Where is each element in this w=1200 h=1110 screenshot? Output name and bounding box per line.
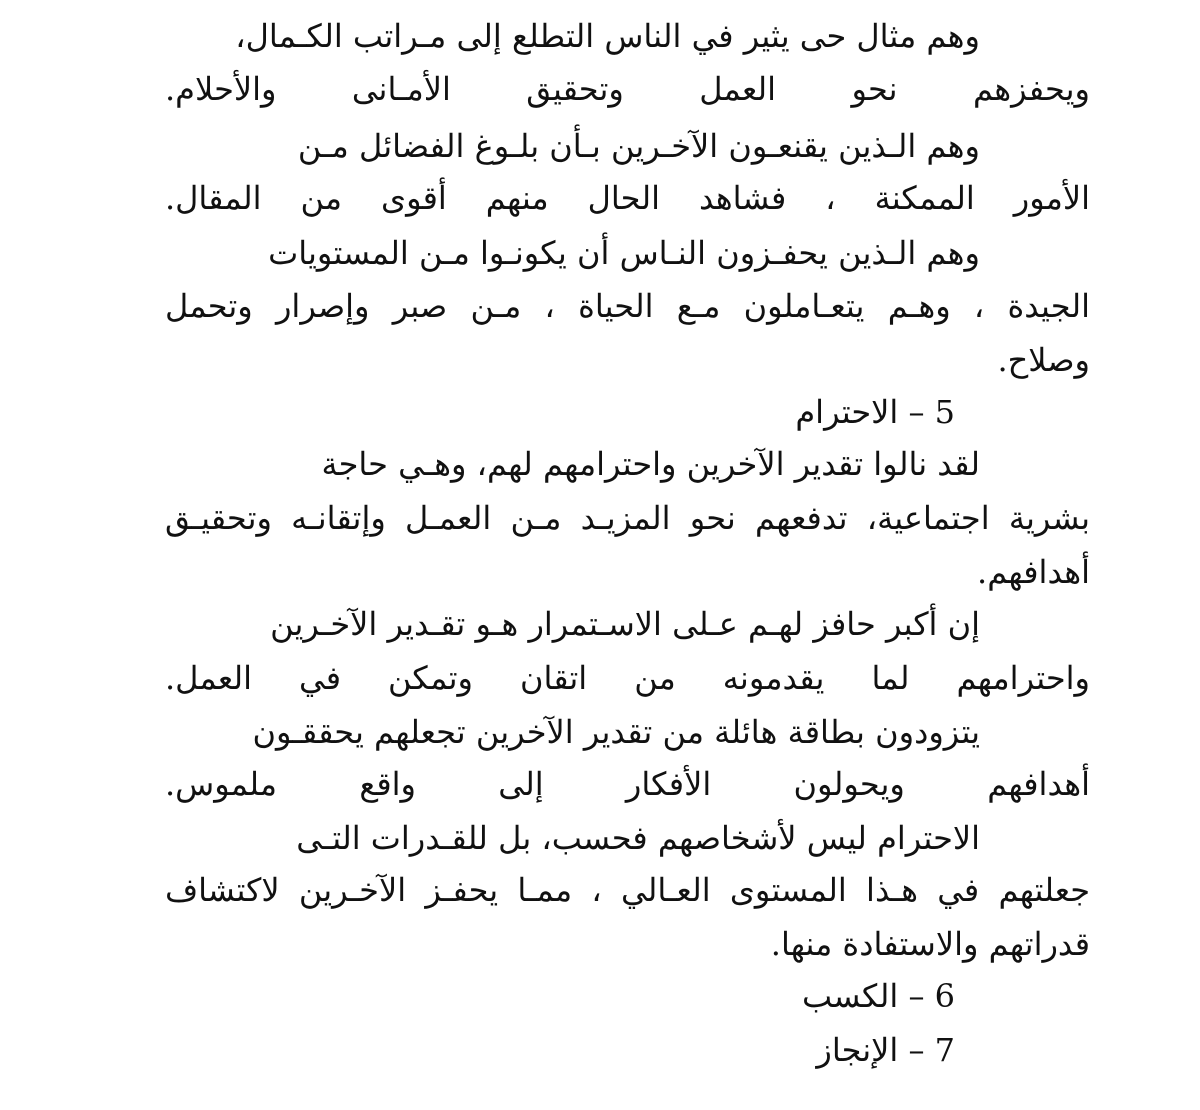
- text-line: الأمور الممكنة ، فشاهد الحال منهم أقوى من المقال.: [165, 179, 1090, 217]
- text-line: أهدافهم ويحولون الأفكار إلى واقع ملموس.: [165, 765, 1090, 803]
- text-line: واحترامهم لما يقدمونه من اتقان وتمكن في العمل.: [165, 659, 1090, 697]
- text-line: بشرية اجتماعية، تدفعهم نحو المزيـد مـن العمـل وإتقانـه وتحقيـق: [165, 499, 1090, 537]
- text-line: أهدافهم.: [977, 553, 1090, 591]
- document-page: [165, 0, 1090, 1110]
- text-line: وهم الـذين يحفـزون النـاس أن يكونـوا مـن المستويات: [268, 234, 980, 272]
- section-heading: 5 – الاحترام: [795, 393, 955, 431]
- section-heading: 6 – الكسب: [802, 977, 955, 1015]
- text-line: الاحترام ليس لأشخاصهم فحسب، بل للقـدرات التـى: [296, 819, 980, 857]
- text-line: جعلتهم في هـذا المستوى العـالي ، ممـا يحفـز الآخـرين لاكتشاف: [165, 871, 1090, 909]
- text-line: إن أكبر حافز لهـم عـلى الاسـتمرار هـو تقـدير الآخـرين: [270, 605, 980, 643]
- text-line: ويحفزهم نحو العمل وتحقيق الأمـانى والأحلام.: [165, 70, 1090, 108]
- section-heading: 7 – الإنجاز: [816, 1031, 955, 1069]
- text-line: يتزودون بطاقة هائلة من تقدير الآخرين تجعلهم يحققـون: [252, 713, 980, 751]
- text-line: الجيدة ، وهـم يتعـاملون مـع الحياة ، مـن صبر وإصرار وتحمل: [165, 287, 1090, 325]
- text-line: لقد نالوا تقدير الآخرين واحترامهم لهم، وهـي حاجة: [321, 445, 980, 483]
- text-line: وصلاح.: [997, 341, 1090, 379]
- text-line: وهم الـذين يقنعـون الآخـرين بـأن بلـوغ الفضائل مـن: [297, 127, 980, 165]
- text-line: قدراتهم والاستفادة منها.: [770, 925, 1090, 963]
- text-line: وهم مثال حى يثير في الناس التطلع إلى مـراتب الكـمال،: [235, 17, 980, 55]
